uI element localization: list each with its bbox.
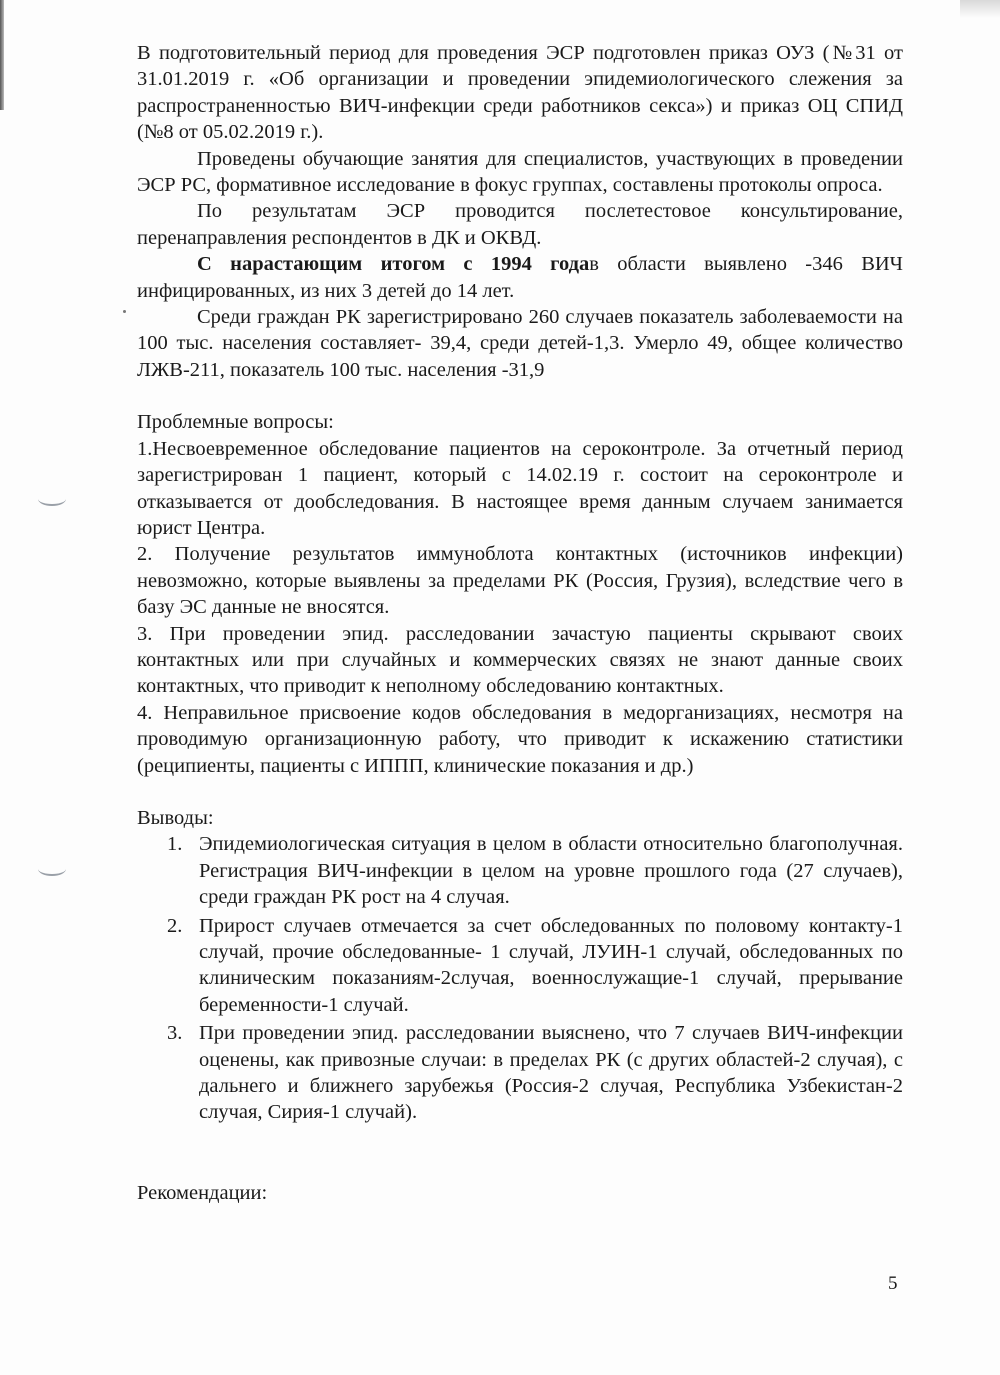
page-number: 5 bbox=[888, 1273, 898, 1294]
problem-item: 1.Несвоевременное обследование пациентов на сероконтроле. За отчетный период зарегистрирован 1 пациент, который с 14.02.19 г. состоит на сероконтроле и отказывается от дообследования. В настоящее время данным случаем занимается юрист Центра. bbox=[137, 437, 903, 539]
conclusion-item bbox=[137, 831, 903, 910]
conclusion-text: При проведении эпид. расследовании выяснено, что 7 случаев ВИЧ-инфекции оценены, как привозные случаи: в пределах РК (с других областей-2 случая), с дальнего и ближнего зарубежья (Россия-2 случая, Республика Узбекистан-2 случая, Сирия-1 случай). bbox=[199, 1022, 903, 1124]
conclusion-number: 1. bbox=[167, 833, 183, 856]
scan-dot bbox=[123, 310, 126, 313]
conclusions-list bbox=[137, 831, 903, 1125]
conclusions-heading: Выводы: bbox=[137, 806, 214, 829]
document-body bbox=[137, 40, 903, 1206]
conclusion-text: Прирост случаев отмечается за счет обследованных по половому контакту-1 случай, прочие обследованные- 1 случай, ЛУИН-1 случай, обследованных по клиническим показаниям-2случая, военнослужащие-1 случай, прерывание беременности-1 случай. bbox=[199, 914, 903, 1016]
problems-heading: Проблемные вопросы: bbox=[137, 411, 334, 434]
cumulative-text: в области выявлено -346 ВИЧ инфицированных, из них 3 детей до 14 лет. bbox=[137, 253, 903, 302]
scan-smudge bbox=[960, 0, 1000, 18]
paragraph-training: Проведены обучающие занятия для специалистов, участвующих в проведении ЭСР РС, формативное исследование в фокус группах, составлены протоколы опроса. bbox=[137, 147, 903, 197]
spacer bbox=[137, 779, 903, 805]
cumulative-bold-text: С нарастающим итогом с 1994 года bbox=[197, 253, 590, 276]
spacer bbox=[137, 1128, 903, 1180]
problem-item: 3. При проведении эпид. расследовании зачастую пациенты скрывают своих контактных или при случайных и коммерческих связях не знают данные своих контактных, что приводит к неполному обследованию контактных. bbox=[137, 622, 903, 698]
conclusion-item bbox=[137, 913, 903, 1019]
recommendations-heading: Рекомендации: bbox=[137, 1181, 268, 1204]
spacer bbox=[137, 383, 903, 409]
scan-edge-mark bbox=[0, 0, 4, 110]
paragraph-preparation: В подготовительный период для проведения ЭСР подготовлен приказ ОУЗ (№31 от 31.01.2019 г. «Об организации и проведении эпидемиологического слежения за распространенностью ВИЧ-инфекции среди работников секса») и приказ ОЦ СПИД (№8 от 05.02.2019 г.). bbox=[137, 42, 903, 144]
paragraph-cumulative bbox=[137, 251, 903, 304]
punch-hole-mark bbox=[38, 492, 66, 506]
conclusion-item bbox=[137, 1020, 903, 1126]
conclusion-number: 3. bbox=[167, 1022, 183, 1045]
conclusion-text: Эпидемиологическая ситуация в целом в области относительно благополучная. Регистрация ВИЧ-инфекции в целом на уровне прошлого года (27 случаев), среди граждан РК рост на 4 случая. bbox=[199, 833, 903, 909]
problem-item: 4. Неправильное присвоение кодов обследования в медорганизациях, несмотря на проводимую организационную работу, что приводит к искажению статистики (реципиенты, пациенты с ИППП, клинические показания и др.) bbox=[137, 701, 903, 777]
paragraph-counseling: По результатам ЭСР проводится послетестовое консультирование, перенаправления респондентов в ДК и ОКВД. bbox=[137, 200, 903, 249]
conclusion-number: 2. bbox=[167, 914, 183, 937]
punch-hole-mark bbox=[38, 862, 66, 876]
problem-item: 2. Получение результатов иммуноблота контактных (источников инфекции) невозможно, которые выявлены за пределами РК (Россия, Грузия), вследствие чего в базу ЭС данные не вносятся. bbox=[137, 543, 903, 619]
paragraph-citizens: Среди граждан РК зарегистрировано 260 случаев показатель заболеваемости на 100 тыс. населения составляет- 39,4, среди детей-1,3. Умерло 49, общее количество ЛЖВ-211, показатель 100 тыс. населения -31,9 bbox=[137, 306, 903, 381]
